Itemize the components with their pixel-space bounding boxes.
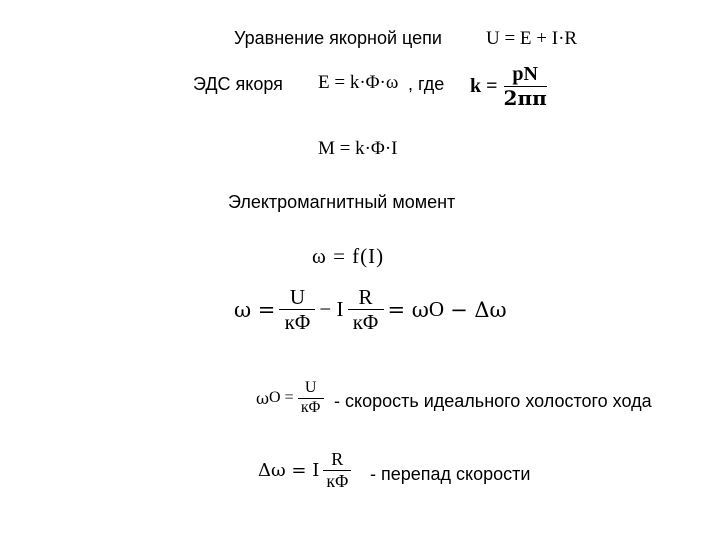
speed-drop-equation	[258, 450, 351, 491]
mech-f1-num: U	[289, 285, 305, 309]
omega0-eq: =	[284, 389, 294, 407]
mech-sub-o: O	[428, 297, 445, 322]
k-denominator: 2ππ	[503, 86, 547, 110]
omega0-den: кΦ	[300, 398, 321, 416]
armature-equation-label: Уравнение якорной цепи	[234, 28, 442, 48]
ideal-speed-equation	[256, 380, 324, 417]
delta-den: кΦ	[326, 470, 349, 491]
em-moment-label: Электромагнитный момент	[228, 192, 456, 212]
omega0-sub: O	[269, 389, 281, 407]
delta-num: R	[331, 449, 344, 469]
omega-function: ω = f(I)	[312, 244, 385, 268]
omega0-fraction	[298, 380, 324, 417]
mech-minus-i: − I	[319, 297, 344, 322]
mech-fraction-1	[279, 286, 315, 333]
mechanical-characteristic-equation	[234, 286, 507, 333]
mech-lhs: ω =	[234, 297, 276, 322]
omega0-num: U	[304, 379, 317, 396]
mech-fraction-2	[348, 286, 384, 333]
where-label: , где	[408, 74, 445, 94]
k-fraction	[504, 64, 547, 109]
moment-equation: M = k·Φ·I	[318, 138, 398, 159]
k-numerator: pN	[512, 63, 538, 85]
voltage-equation: U = E + I·R	[486, 28, 578, 49]
omega0-lhs: ω	[256, 388, 270, 408]
mech-f1-den: кΦ	[284, 310, 311, 335]
k-lhs: k =	[470, 75, 498, 97]
mech-f2-num: R	[358, 285, 373, 309]
ideal-speed-label: - скорость идеального холостого хода	[334, 391, 652, 411]
emf-equation: E = k·Φ·ω	[318, 72, 399, 93]
delta-lhs: Δω = I	[258, 459, 320, 481]
mech-f2-den: кΦ	[352, 310, 379, 335]
k-definition	[470, 64, 547, 109]
mech-eq-omega: = ω	[387, 297, 429, 322]
emf-label: ЭДС якоря	[193, 74, 283, 94]
speed-drop-label: - перепад скорости	[370, 464, 531, 484]
mech-minus-delta: − Δω	[450, 297, 507, 322]
delta-fraction	[323, 450, 351, 491]
